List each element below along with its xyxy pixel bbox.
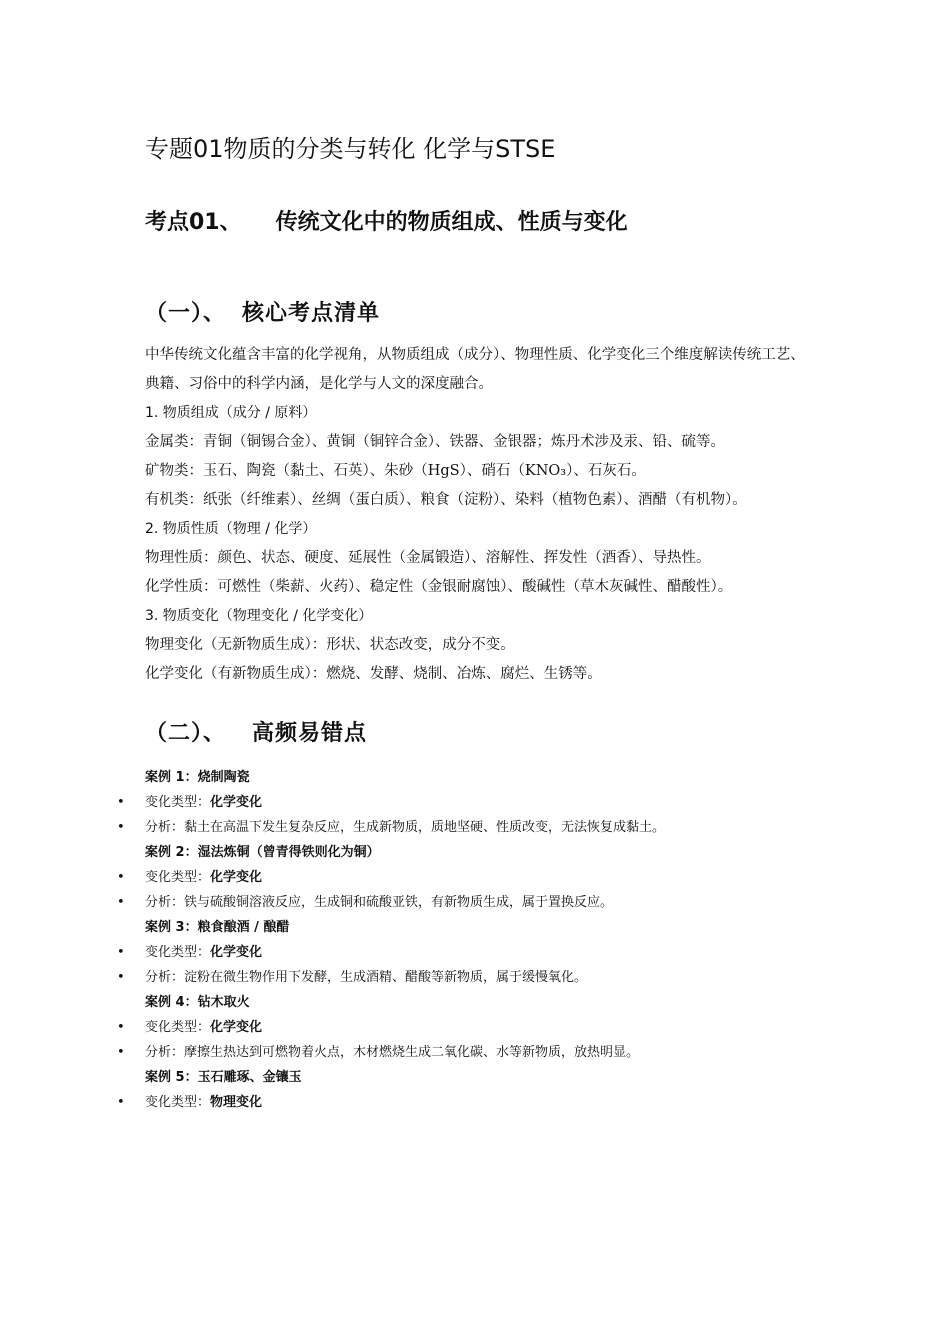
case-analysis-text: 摩擦生热达到可燃物着火点，木材燃烧生成二氧化碳、水等新物质，放热明显。	[184, 1045, 640, 1060]
section-number: （一）、	[145, 300, 227, 326]
paragraph-chemical-property: 化学性质：可燃性（柴薪、火药）、稳定性（金银耐腐蚀）、酸碱性（草木灰碱性、醋酸性）。	[145, 579, 733, 595]
case-type-label: 变化类型：	[145, 795, 211, 810]
case-type-line	[117, 790, 815, 815]
case-type-label: 变化类型：	[145, 945, 211, 960]
item-title-composition: 1. 物质组成（成分 / 原料）	[145, 405, 317, 421]
case-type-line	[117, 865, 815, 890]
item-title-property: 2. 物质性质（物理 / 化学）	[145, 521, 317, 537]
case-title: 案例 5：玉石雕琢、金镶玉	[145, 1070, 302, 1085]
case-analysis-text: 黏土在高温下发生复杂反应，生成新物质，质地坚硬、性质改变，无法恢复成黏土。	[184, 820, 666, 835]
case-type-label: 变化类型：	[145, 870, 211, 885]
case-analysis-label: 分析：	[145, 1045, 185, 1060]
intro-paragraph: 中华传统文化蕴含丰富的化学视角，从物质组成（成分）、物理性质、化学变化三个维度解读传统工艺、典籍、习俗中的科学内涵，是化学与人文的深度融合。	[145, 347, 805, 392]
case-title: 案例 1：烧制陶瓷	[145, 770, 250, 785]
case-analysis-text: 淀粉在微生物作用下发酵，生成酒精、醋酸等新物质，属于缓慢氧化。	[184, 970, 588, 985]
bullet-icon: •	[117, 1095, 125, 1110]
case-type-value: 化学变化	[210, 945, 263, 960]
case-analysis-label: 分析：	[145, 895, 185, 910]
section-text: 高频易错点	[252, 720, 368, 746]
bullet-icon: •	[117, 820, 125, 835]
case-title: 案例 3：粮食酿酒 / 酿醋	[145, 920, 290, 935]
case-type-value: 化学变化	[210, 795, 263, 810]
case-type-value: 化学变化	[210, 1020, 263, 1035]
case-type-line	[117, 940, 815, 965]
case-list	[117, 765, 815, 1115]
case-type-label: 变化类型：	[145, 1095, 211, 1110]
bullet-icon: •	[117, 795, 125, 810]
case-type-line	[117, 1090, 815, 1115]
case-analysis-line	[117, 815, 815, 840]
case-analysis-label: 分析：	[145, 970, 185, 985]
paragraph-organic: 有机类：纸张（纤维素）、丝绸（蛋白质）、粮食（淀粉）、染料（植物色素）、酒醋（有机物）。	[145, 492, 747, 508]
bullet-icon: •	[117, 1020, 125, 1035]
paragraph-chemical-change: 化学变化（有新物质生成）：燃烧、发酵、烧制、冶炼、腐烂、生锈等。	[145, 666, 602, 682]
topic-heading	[145, 205, 815, 241]
bullet-icon: •	[117, 895, 125, 910]
case-analysis-line	[117, 965, 815, 990]
section-number: （二）、	[145, 720, 227, 746]
bullet-icon: •	[117, 1045, 125, 1060]
paragraph-mineral: 矿物类：玉石、陶瓷（黏土、石英）、朱砂（HgS）、硝石（KNO₃）、石灰石。	[145, 463, 646, 479]
case-type-label: 变化类型：	[145, 1020, 211, 1035]
case-analysis-text: 铁与硫酸铜溶液反应，生成铜和硫酸亚铁，有新物质生成，属于置换反应。	[184, 895, 614, 910]
bullet-icon: •	[117, 970, 125, 985]
case-analysis-label: 分析：	[145, 820, 185, 835]
case-type-value: 物理变化	[210, 1095, 263, 1110]
case-type-value: 化学变化	[210, 870, 263, 885]
bullet-icon: •	[117, 945, 125, 960]
case-analysis-line	[117, 1040, 815, 1065]
case-analysis-line	[117, 890, 815, 915]
topic-text: 传统文化中的物质组成、性质与变化	[275, 210, 628, 235]
document-title: 专题01物质的分类与转化 化学与STSE	[145, 135, 556, 163]
topic-number: 考点01、	[145, 210, 242, 235]
paragraph-physical-property: 物理性质：颜色、状态、硬度、延展性（金属锻造）、溶解性、挥发性（酒香）、导热性。	[145, 550, 711, 566]
section-text: 核心考点清单	[242, 300, 381, 326]
case-title: 案例 2：湿法炼铜（曾青得铁则化为铜）	[145, 845, 380, 860]
paragraph-physical-change: 物理变化（无新物质生成）：形状、状态改变，成分不变。	[145, 637, 515, 653]
case-title: 案例 4：钻木取火	[145, 995, 250, 1010]
section-heading-errors	[145, 715, 815, 751]
document-content	[117, 128, 815, 1115]
paragraph-metal: 金属类：青铜（铜锡合金）、黄铜（铜锌合金）、铁器、金银器；炼丹术涉及汞、铅、硫等。	[145, 434, 725, 450]
section-heading-core	[145, 295, 815, 331]
item-title-change: 3. 物质变化（物理变化 / 化学变化）	[145, 608, 373, 624]
bullet-icon: •	[117, 870, 125, 885]
case-type-line	[117, 1015, 815, 1040]
